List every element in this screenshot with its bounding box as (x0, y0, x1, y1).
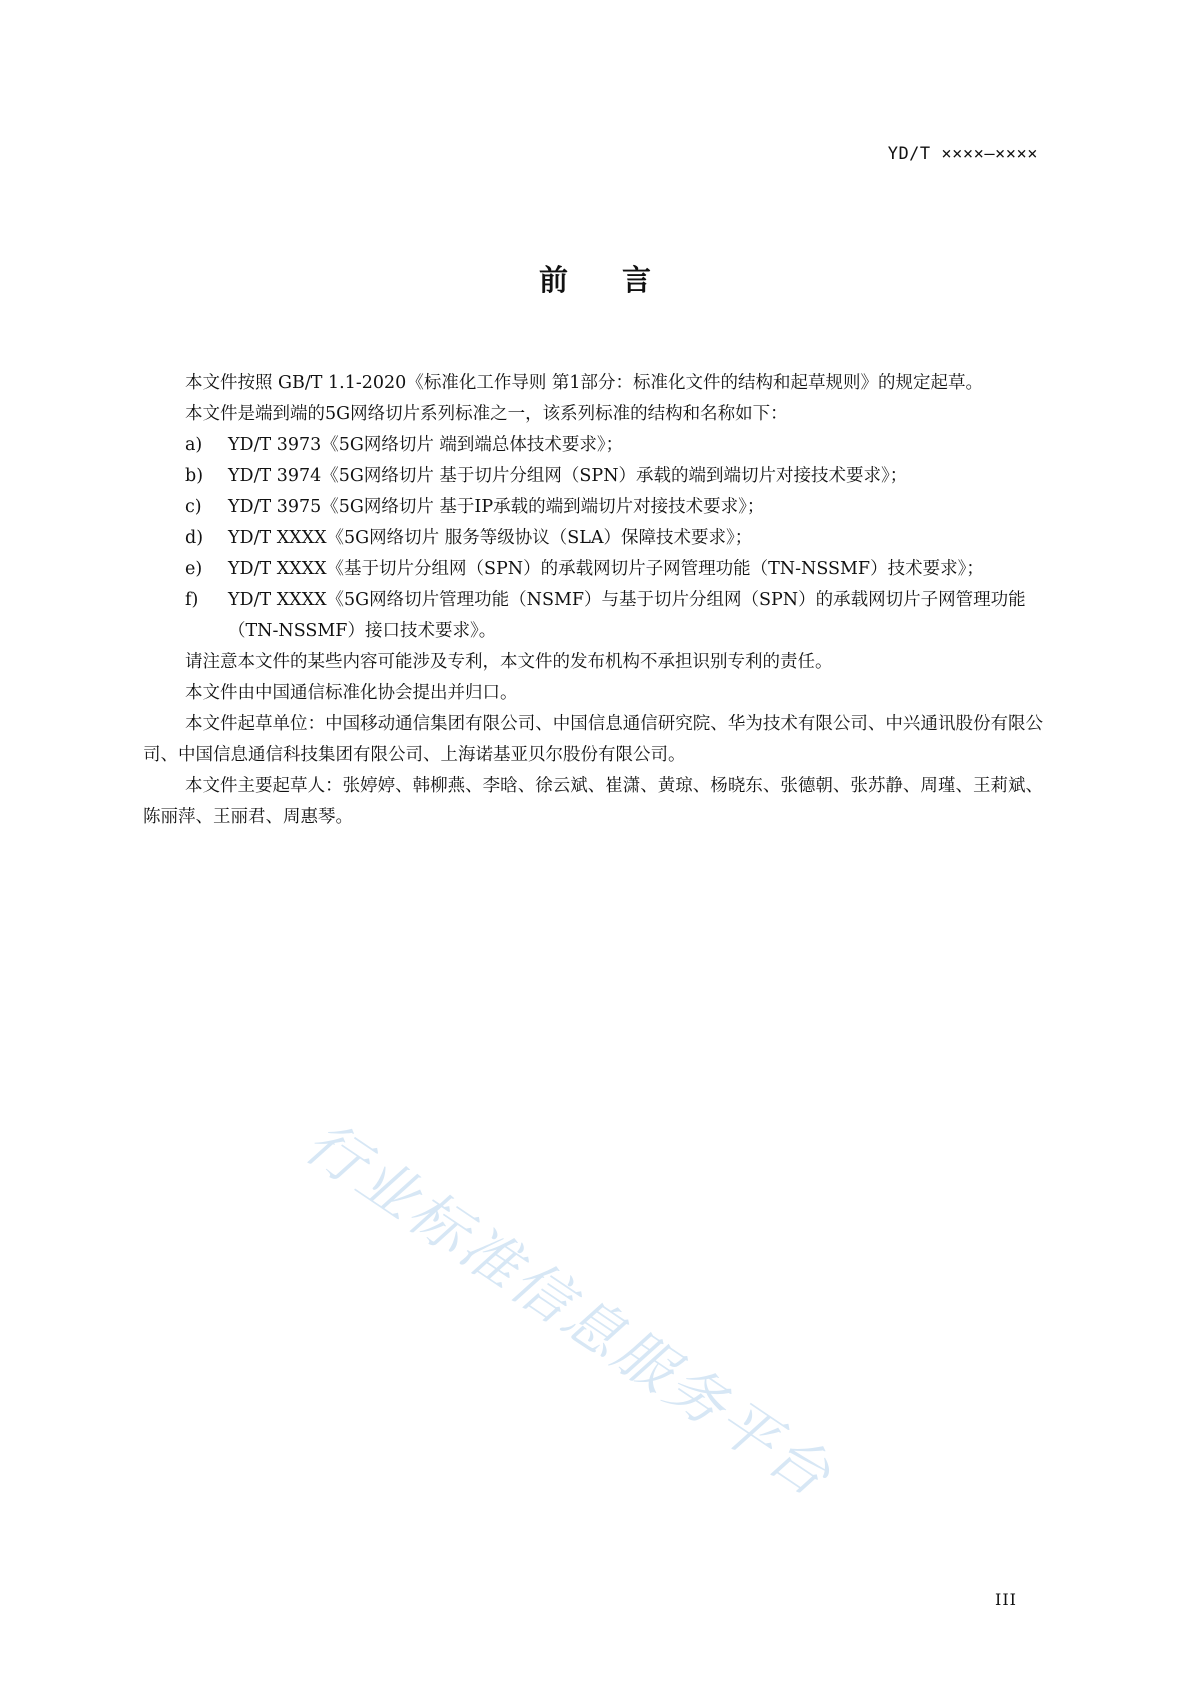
watermark: 行业标准信息服务平台 (293, 1107, 846, 1512)
document-code: YD/T ××××—×××× (887, 144, 1038, 164)
list-item (143, 461, 1043, 492)
page-number: III (995, 1590, 1017, 1609)
list-item-text: YD/T 3975《5G网络切片 基于IP承载的端到端切片对接技术要求》； (228, 497, 765, 517)
paragraph-drafting-units: 本文件起草单位：中国移动通信集团有限公司、中国信息通信研究院、华为技术有限公司、中兴通讯股份有限公司、中国信息通信科技集团有限公司、上海诺基亚贝尔股份有限公司。 (143, 714, 1043, 765)
list-item (143, 585, 1043, 647)
list-marker: b) (185, 466, 204, 486)
list-marker: e) (185, 559, 203, 579)
list-item-text: YD/T 3973《5G网络切片 端到端总体技术要求》； (228, 435, 624, 455)
list-item-text: YD/T XXXX《5G网络切片管理功能（NSMF）与基于切片分组网（SPN）的承载网切片子网管理功能（TN-NSSMF）接口技术要求》。 (228, 590, 1026, 641)
paragraph-drafters: 本文件主要起草人：张婷婷、韩柳燕、李晗、徐云斌、崔潇、黄琼、杨晓东、张德朝、张苏静、周瑾、王莉斌、陈丽萍、王丽君、周惠琴。 (143, 776, 1043, 827)
paragraph-proposer: 本文件由中国通信标准化协会提出并归口。 (185, 683, 518, 703)
list-marker: d) (185, 528, 204, 548)
paragraph-series-intro: 本文件是端到端的5G网络切片系列标准之一，该系列标准的结构和名称如下： (185, 404, 788, 424)
paragraph-patent-notice: 请注意本文件的某些内容可能涉及专利，本文件的发布机构不承担识别专利的责任。 (185, 652, 833, 672)
list-item (143, 430, 1043, 461)
list-item-text: YD/T XXXX《5G网络切片 服务等级协议（SLA）保障技术要求》； (228, 528, 753, 548)
standards-list (143, 430, 1043, 647)
list-item (143, 554, 1043, 585)
paragraph-drafting-rules: 本文件按照 GB/T 1.1-2020《标准化工作导则 第1部分：标准化文件的结构和起草规则》的规定起草。 (185, 373, 984, 393)
list-item (143, 492, 1043, 523)
list-item-text: YD/T XXXX《基于切片分组网（SPN）的承载网切片子网管理功能（TN-NSSMF）技术要求》； (228, 559, 984, 579)
list-item-text: YD/T 3974《5G网络切片 基于切片分组网（SPN）承载的端到端切片对接技术要求》； (228, 466, 908, 486)
list-marker: a) (185, 435, 203, 455)
page-title: 前言 (538, 263, 705, 297)
list-marker: f) (185, 590, 199, 610)
document-body (143, 368, 1043, 833)
list-item (143, 523, 1043, 554)
list-marker: c) (185, 497, 202, 517)
